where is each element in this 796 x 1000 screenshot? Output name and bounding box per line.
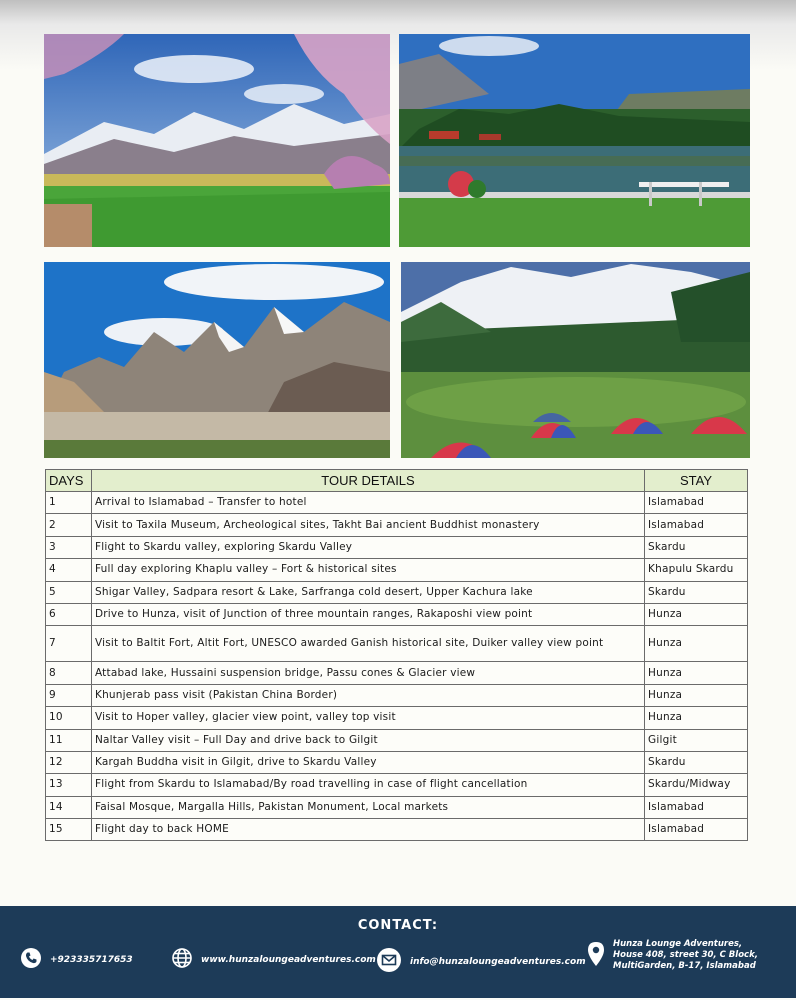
details-cell: Kargah Buddha visit in Gilgit, drive to Skardu Valley — [91, 751, 644, 773]
contact-footer — [0, 906, 796, 998]
stay-cell: Skardu — [645, 536, 748, 558]
address-line: Hunza Lounge Adventures, — [613, 939, 743, 949]
day-cell: 5 — [46, 581, 92, 603]
address-text — [613, 939, 758, 972]
phone-number: +923335717653 — [50, 954, 133, 965]
table-row — [46, 536, 748, 558]
details-cell: Attabad lake, Hussaini suspension bridge, Passu cones & Glacier view — [91, 662, 644, 684]
day-cell: 3 — [46, 536, 92, 558]
stay-cell: Islamabad — [645, 819, 748, 841]
day-cell: 1 — [46, 492, 92, 514]
details-cell: Arrival to Islamabad – Transfer to hotel — [91, 492, 644, 514]
rocky-peaks-photo — [44, 262, 390, 458]
day-cell: 11 — [46, 729, 92, 751]
table-row — [46, 603, 748, 625]
stay-cell: Hunza — [645, 684, 748, 706]
stay-header: STAY — [645, 470, 748, 492]
day-cell: 13 — [46, 774, 92, 796]
location-pin-icon — [587, 941, 605, 970]
table-row — [46, 684, 748, 706]
details-cell: Flight from Skardu to Islamabad/By road travelling in case of flight cancellation — [91, 774, 644, 796]
day-cell: 6 — [46, 603, 92, 625]
details-cell: Flight to Skardu valley, exploring Skardu Valley — [91, 536, 644, 558]
mountain-valley-blossom-photo — [44, 34, 390, 247]
details-cell: Flight day to back HOME — [91, 819, 644, 841]
day-cell: 7 — [46, 626, 92, 662]
day-cell: 10 — [46, 707, 92, 729]
tour-details-header: TOUR DETAILS — [91, 470, 644, 492]
day-cell: 12 — [46, 751, 92, 773]
lake-resort-photo — [399, 34, 750, 247]
stay-cell: Hunza — [645, 626, 748, 662]
address-contact — [587, 939, 758, 972]
table-row — [46, 751, 748, 773]
day-cell: 14 — [46, 796, 92, 818]
mail-icon — [376, 947, 402, 976]
details-cell: Naltar Valley visit – Full Day and drive back to Gilgit — [91, 729, 644, 751]
stay-cell: Khapulu Skardu — [645, 559, 748, 581]
table-row — [46, 729, 748, 751]
stay-cell: Hunza — [645, 707, 748, 729]
table-row — [46, 774, 748, 796]
table-row — [46, 796, 748, 818]
details-cell: Khunjerab pass visit (Pakistan China Border) — [91, 684, 644, 706]
table-row — [46, 492, 748, 514]
website-link[interactable]: www.hunzaloungeadventures.com — [201, 954, 376, 965]
itinerary-table — [45, 469, 748, 841]
stay-cell: Hunza — [645, 662, 748, 684]
details-cell: Visit to Baltit Fort, Altit Fort, UNESCO awarded Ganish historical site, Duiker valley view point — [91, 626, 644, 662]
stay-cell: Islamabad — [645, 514, 748, 536]
website-contact[interactable] — [171, 947, 376, 972]
days-header: DAYS — [46, 470, 92, 492]
details-cell: Visit to Taxila Museum, Archeological sites, Takht Bai ancient Buddhist monastery — [91, 514, 644, 536]
day-cell: 15 — [46, 819, 92, 841]
stay-cell: Islamabad — [645, 492, 748, 514]
stay-cell: Hunza — [645, 603, 748, 625]
details-cell: Visit to Hoper valley, glacier view point, valley top visit — [91, 707, 644, 729]
email-contact[interactable] — [376, 947, 586, 976]
details-cell: Shigar Valley, Sadpara resort & Lake, Sarfranga cold desert, Upper Kachura lake — [91, 581, 644, 603]
address-line: MultiGarden, B-17, Islamabad — [613, 961, 756, 971]
phone-icon — [20, 947, 42, 972]
table-row — [46, 662, 748, 684]
table-header-row — [46, 470, 748, 492]
day-cell: 9 — [46, 684, 92, 706]
day-cell: 8 — [46, 662, 92, 684]
stay-cell: Islamabad — [645, 796, 748, 818]
globe-icon — [171, 947, 193, 972]
stay-cell: Gilgit — [645, 729, 748, 751]
address-line: House 408, street 30, C Block, — [613, 950, 758, 960]
table-row — [46, 707, 748, 729]
contact-title: CONTACT: — [357, 918, 439, 933]
stay-cell: Skardu — [645, 581, 748, 603]
table-row — [46, 559, 748, 581]
day-cell: 2 — [46, 514, 92, 536]
stay-cell: Skardu/Midway — [645, 774, 748, 796]
table-row — [46, 626, 748, 662]
phone-contact[interactable] — [20, 947, 133, 972]
stay-cell: Skardu — [645, 751, 748, 773]
meadow-tents-photo — [401, 262, 750, 458]
details-cell: Drive to Hunza, visit of Junction of three mountain ranges, Rakaposhi view point — [91, 603, 644, 625]
email-link[interactable]: info@hunzaloungeadventures.com — [410, 956, 586, 967]
day-cell: 4 — [46, 559, 92, 581]
table-row — [46, 514, 748, 536]
table-row — [46, 581, 748, 603]
details-cell: Faisal Mosque, Margalla Hills, Pakistan Monument, Local markets — [91, 796, 644, 818]
details-cell: Full day exploring Khaplu valley – Fort & historical sites — [91, 559, 644, 581]
table-row — [46, 819, 748, 841]
